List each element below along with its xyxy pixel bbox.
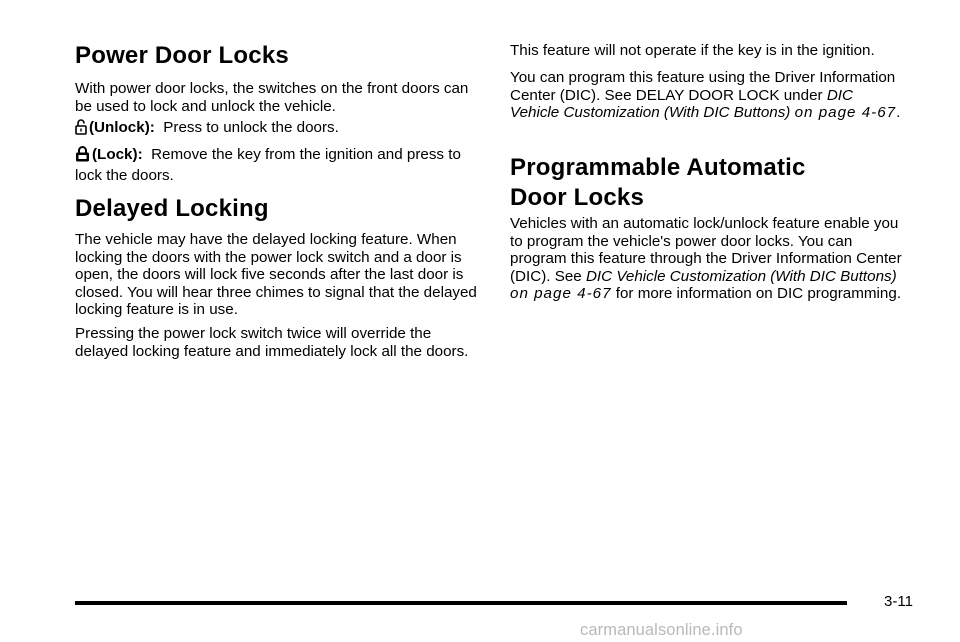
unlock-term: (Unlock): [89,119,155,136]
lock-padlock-icon [75,146,90,167]
program-reference-link[interactable]: DIC Vehicle Customization (With DIC Buttons) [510,86,853,121]
unlock-padlock-icon [75,119,87,140]
auto-page-reference[interactable]: on page 4‑67 [510,285,612,302]
programmable-automatic-heading [510,153,806,213]
delayed-locking-paragraph-2: Pressing the power lock switch twice will override the delayed locking feature and immediately lock all the doors. [75,325,469,360]
unlock-text: Press to unlock the doors. [163,119,339,136]
delayed-locking-paragraph-1: The vehicle may have the delayed locking feature. When locking the doors with the power lock switch and a door is open, the doors will lock five seconds after the last door is closed. You will hear three chimes to signal that the delayed locking feature is in use. [75,231,477,318]
program-page-reference[interactable]: on page 4‑67 [794,104,897,121]
lock-term: (Lock): [92,146,143,163]
auto-locks-paragraph [510,215,912,303]
page-number: 3-11 [884,593,913,610]
auto-reference-link[interactable]: DIC Vehicle Customization (With DIC Buttons) [585,267,897,285]
lock-paragraph [75,146,475,184]
auto-locks-text: Vehicles with an automatic lock/unlock feature enable you to program the vehicle's power door locks. You can program this feature through the Driver Information Center (DIC). See [510,215,902,285]
lock-text: Remove the key from the ignition and press to lock the doors. [75,146,461,184]
program-paragraph [510,69,905,122]
auto-locks-end: for more information on DIC programming. [611,285,902,302]
ignition-note: This feature will not operate if the key is in the ignition. [510,42,875,59]
power-door-locks-heading: Power Door Locks [75,42,289,69]
heading-line-2: Door Locks [510,184,645,211]
power-locks-intro: With power door locks, the switches on the front doors can be used to lock and unlock the vehicle. [75,80,469,115]
footer-rule [75,601,847,605]
program-end: . [896,104,901,121]
unlock-paragraph [75,119,475,140]
program-text: You can program this feature using the Driver Information Center (DIC). See DELAY DOOR LOCK under [510,69,896,104]
watermark: carmanualsonline.info [580,621,743,639]
delayed-locking-heading: Delayed Locking [75,195,269,222]
heading-line-1: Programmable Automatic [510,154,806,181]
